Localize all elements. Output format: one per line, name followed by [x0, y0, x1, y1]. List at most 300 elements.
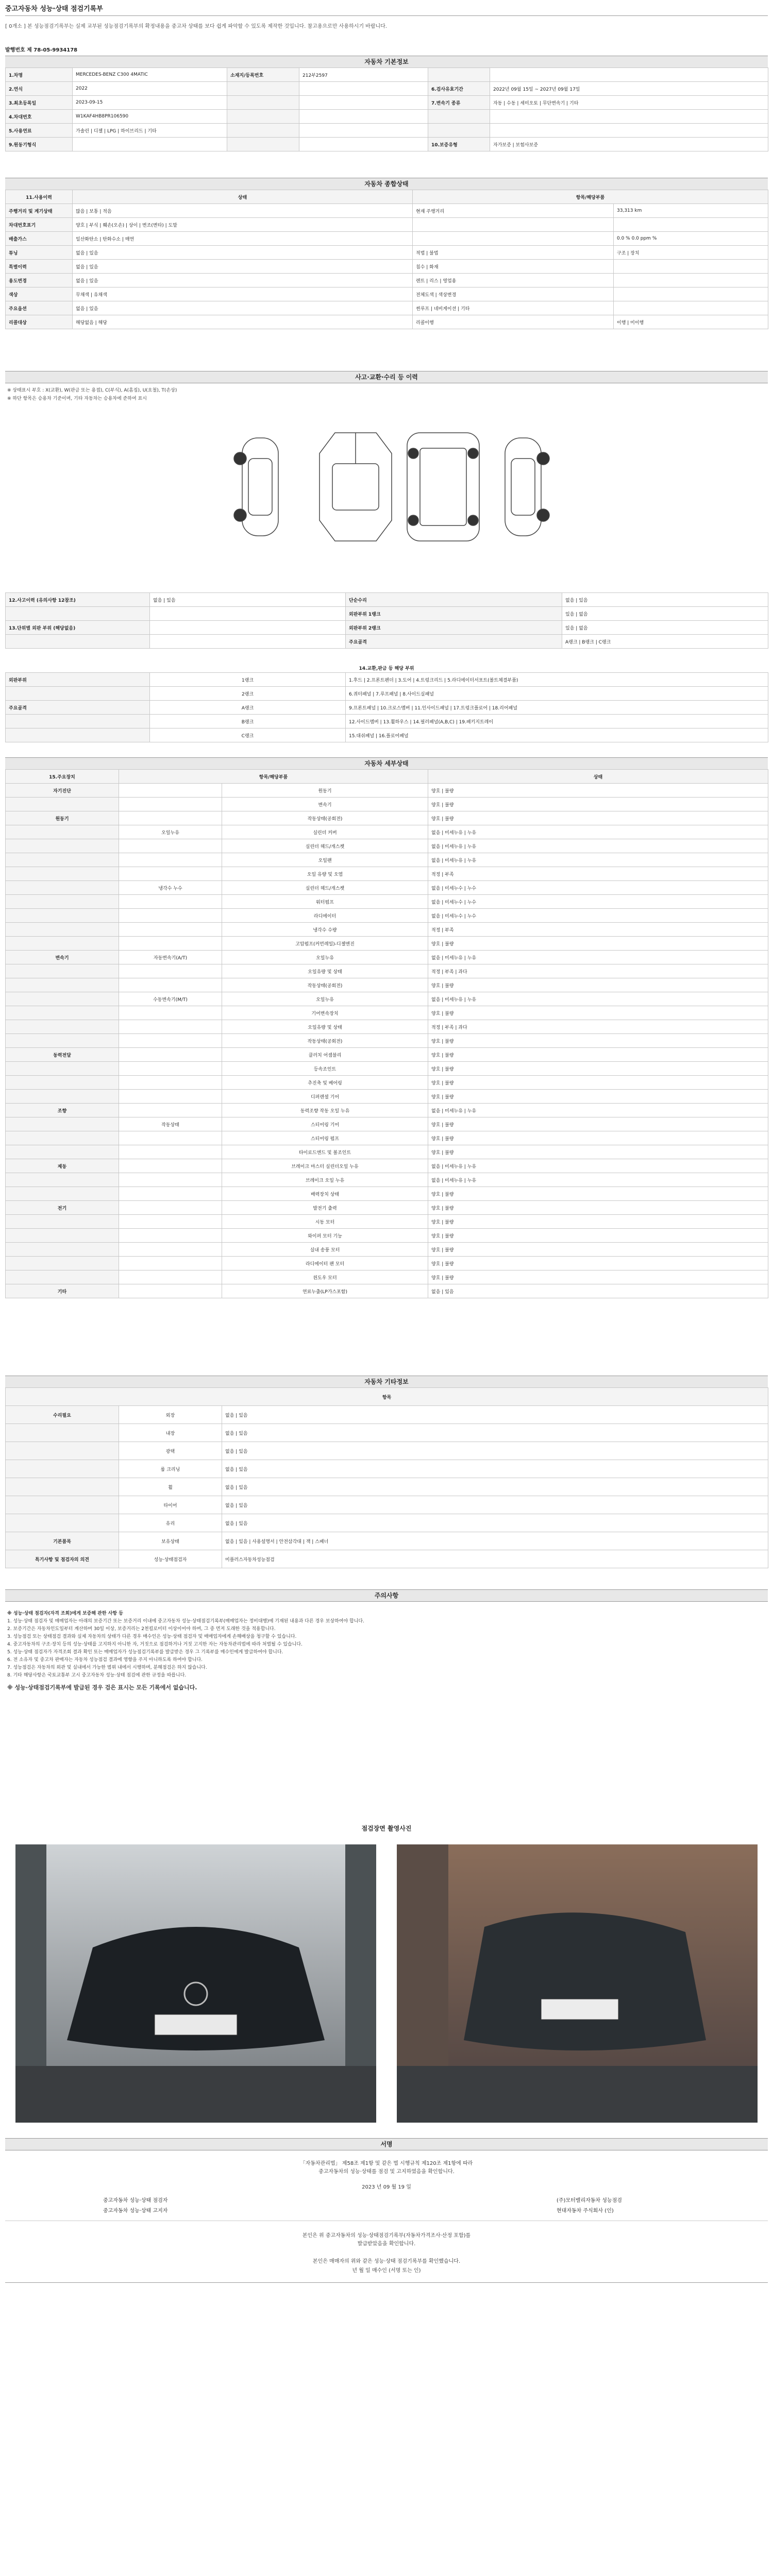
detail-subgroup	[119, 978, 222, 992]
detail-group	[6, 895, 119, 909]
detail-status: 없음 | 미세누유 | 누유	[428, 951, 768, 964]
section-photos-header: 점검장면 촬영사진	[361, 1825, 412, 1832]
detail-row	[6, 1159, 768, 1173]
detail-row	[6, 1034, 768, 1048]
detail-item: 추진축 및 베어링	[222, 1076, 428, 1090]
caution-title: ※ 성능·상태 점검자(자격 조회)에게 보증해 관한 사항 등	[7, 1611, 123, 1616]
detail-group	[6, 825, 119, 839]
accident-legend: ※ 상태표시 부호 : X(교환), W(판금 또는 용접), C(부식), A(흠집), U(요철), T(손상)	[7, 388, 177, 393]
caution-line: 1. 성능·상태 점검자 및 매매업자는 아래의 보증기간 또는 보증거리 이내에 중고자동차 성능·상태점검기록부(매매업자는 정비대행)에 기재된 내용과 다른 경우 보상하여야 합니다.	[7, 1619, 364, 1624]
detail-row	[6, 964, 768, 978]
detail-item: 디퍼렌셜 기어	[222, 1090, 428, 1104]
detail-row	[6, 1215, 768, 1229]
parts-rank: 2랭크	[150, 687, 346, 701]
detail-group: 기타	[6, 1284, 119, 1298]
title-divider	[5, 15, 768, 16]
detail-subgroup	[119, 1145, 222, 1159]
car-underbody-view	[407, 433, 479, 541]
basic-value-2	[299, 82, 428, 96]
parts-list: 15.대쉬패널 | 16.플로어패널	[346, 728, 768, 742]
basic-row	[6, 124, 768, 138]
detail-group	[6, 1020, 119, 1034]
detail-row	[6, 811, 768, 825]
basic-label-2: 소재지/등록번호	[227, 68, 299, 82]
other-item: 외장	[119, 1406, 222, 1424]
detail-row	[6, 1229, 768, 1243]
other-status: 없음 | 있음	[222, 1406, 768, 1424]
detail-item: 냉각수 수량	[222, 923, 428, 937]
detail-group	[6, 1243, 119, 1257]
general-head-cell: 상태	[73, 190, 413, 204]
detail-item: 오일누유	[222, 992, 428, 1006]
detail-row	[6, 1201, 768, 1215]
detail-item: 배력장치 상태	[222, 1187, 428, 1201]
detail-subgroup	[119, 1020, 222, 1034]
detail-item: 원동기	[222, 784, 428, 798]
other-status: 없음 | 있음	[222, 1478, 768, 1496]
detail-subgroup	[119, 937, 222, 951]
caution-line: 7. 성능점검은 자동차의 외관 및 실내에서 가능한 범위 내에서 시행하며, 분해점검은 하지 않습니다.	[7, 1665, 207, 1670]
accident-option	[150, 635, 346, 649]
bottom-divider	[5, 2282, 768, 2283]
other-row	[6, 1442, 768, 1460]
parts-group: 주요골격	[6, 701, 150, 715]
general-extra: 이행 | 미이행	[614, 315, 768, 329]
general-header-row	[6, 190, 768, 204]
detail-item: 작동상태(공회전)	[222, 978, 428, 992]
general-item: 주요옵션	[6, 301, 73, 315]
detail-status: 없음 | 미세누수 | 누수	[428, 881, 768, 895]
other-status: 미플러스자동차성능점검	[222, 1550, 768, 1568]
accident-row	[6, 635, 768, 649]
basic-label-3	[428, 124, 490, 138]
detail-status: 양호 | 불량	[428, 1062, 768, 1076]
detail-subgroup	[119, 1062, 222, 1076]
detail-row	[6, 1020, 768, 1034]
accident-value: 있음 | 없음	[562, 621, 768, 635]
other-status: 없음 | 있음	[222, 1496, 768, 1514]
detail-status: 양호 | 불량	[428, 1201, 768, 1215]
general-detail: 침수 | 화재	[413, 260, 614, 274]
accident-label: 12.사고이력 (유의사항 12참조)	[6, 593, 150, 607]
accident-label	[6, 607, 150, 621]
detail-subgroup: 작동상태	[119, 1117, 222, 1131]
detail-subgroup	[119, 839, 222, 853]
general-item: 차대번호표기	[6, 218, 73, 232]
detail-status: 없음 | 미세누유 | 누유	[428, 825, 768, 839]
detail-row	[6, 1173, 768, 1187]
general-detail: 썬루프 | 네비게이션 | 기타	[413, 301, 614, 315]
detail-subgroup	[119, 1173, 222, 1187]
general-extra: 33,313 km	[614, 204, 768, 218]
basic-info-table	[5, 67, 768, 151]
detail-item: 연료누출(LP가스포함)	[222, 1284, 428, 1298]
detail-row	[6, 978, 768, 992]
detail-group	[6, 1173, 119, 1187]
detail-group: 제동	[6, 1159, 119, 1173]
parts-row	[6, 687, 768, 701]
signature-date: 2023 년 09 월 19 일	[362, 2184, 411, 2190]
other-row	[6, 1424, 768, 1442]
document-number	[5, 45, 77, 53]
detail-group	[6, 1229, 119, 1243]
detail-group	[6, 1145, 119, 1159]
detail-item: 브레이크 마스터 실린더오일 누유	[222, 1159, 428, 1173]
detail-group	[6, 881, 119, 895]
basic-row	[6, 138, 768, 151]
detail-row	[6, 937, 768, 951]
detail-item: 오일 유량 및 오염	[222, 867, 428, 881]
general-head-cell: 11.사용이력	[6, 190, 73, 204]
parts-group	[6, 728, 150, 742]
detail-item: 등속조인트	[222, 1062, 428, 1076]
detail-status: 적정 | 부족 | 과다	[428, 964, 768, 978]
detail-status: 양호 | 불량	[428, 1131, 768, 1145]
detail-item: 동력조향 작동 오일 누유	[222, 1104, 428, 1117]
detail-item: 클러치 어셈블리	[222, 1048, 428, 1062]
detail-status: 적정 | 부족	[428, 923, 768, 937]
detail-subgroup: 냉각수 누수	[119, 881, 222, 895]
basic-label-3: 10.보증유형	[428, 138, 490, 151]
other-group	[6, 1460, 119, 1478]
section-basic-header: 자동차 기본정보	[5, 56, 768, 68]
caution-line: 6. 전 소유자 및 중고차 판매자는 자동차 성능점검 결과에 영향을 주지 아니하도록 하여야 합니다.	[7, 1657, 203, 1663]
parts-rank: 1랭크	[150, 673, 346, 687]
detail-status: 양호 | 불량	[428, 1187, 768, 1201]
detail-item: 작동상태(공회전)	[222, 811, 428, 825]
detail-subgroup	[119, 909, 222, 923]
detail-item: 발전기 출력	[222, 1201, 428, 1215]
detail-subgroup	[119, 867, 222, 881]
detail-row	[6, 1270, 768, 1284]
accident-legend-note: ※ 하단 항목은 승용차 기준이며, 기타 자동차는 승용차에 준하여 표시	[7, 396, 147, 401]
detail-status: 양호 | 불량	[428, 1034, 768, 1048]
other-group: 기본품목	[6, 1532, 119, 1550]
detail-subgroup	[119, 1187, 222, 1201]
other-group: 수리필요	[6, 1406, 119, 1424]
detail-subgroup	[119, 1201, 222, 1215]
detail-status: 적정 | 부족	[428, 867, 768, 881]
basic-value-2: 212부2597	[299, 68, 428, 82]
car-top-view	[320, 433, 392, 541]
detail-group: 변속기	[6, 951, 119, 964]
inspection-photo-rear	[397, 1844, 758, 2123]
detail-subgroup	[119, 1270, 222, 1284]
detail-status: 양호 | 불량	[428, 1117, 768, 1131]
detail-item: 워터펌프	[222, 895, 428, 909]
detail-status: 없음 | 미세누유 | 누유	[428, 853, 768, 867]
general-row	[6, 232, 768, 246]
basic-label-3: 6.검사유효기간	[428, 82, 490, 96]
other-item: 보유상태	[119, 1532, 222, 1550]
detail-group	[6, 1117, 119, 1131]
detail-subgroup	[119, 1131, 222, 1145]
detail-subgroup	[119, 1076, 222, 1090]
detail-group	[6, 839, 119, 853]
parts-group	[6, 715, 150, 728]
basic-label: 9.원동기형식	[6, 138, 73, 151]
detail-subgroup: 오일누유	[119, 825, 222, 839]
other-group	[6, 1424, 119, 1442]
basic-label-2	[227, 82, 299, 96]
other-status: 없음 | 있음 | 사용설명서 | 안전삼각대 | 잭 | 스패너	[222, 1532, 768, 1550]
caution-line: 4. 중고자동차의 구조·장치 등의 성능·상태를 고지하지 아니한 자, 거짓으로 점검하거나 거짓 고지한 자는 자동차관리법에 따라 처벌될 수 있습니다.	[7, 1642, 303, 1647]
receipt-line-3: 본인은 매매자의 위와 같은 성능·상태 점검기록부를 확인했습니다.	[312, 2259, 461, 2264]
detail-row	[6, 1145, 768, 1159]
detail-subgroup	[119, 811, 222, 825]
detail-head-cell: 15.주요장치	[6, 770, 119, 784]
general-options: 없음 | 있음	[73, 274, 413, 287]
general-detail	[413, 218, 614, 232]
basic-value: 가솔린 | 디젤 | LPG | 하이브리드 | 기타	[73, 124, 227, 138]
parts-rank: B랭크	[150, 715, 346, 728]
accident-history-table	[5, 592, 768, 649]
general-item: 용도변경	[6, 274, 73, 287]
general-row	[6, 260, 768, 274]
accident-item: 주요골격	[346, 635, 562, 649]
parts-row	[6, 701, 768, 715]
basic-value	[73, 138, 227, 151]
detail-row	[6, 867, 768, 881]
other-status: 없음 | 있음	[222, 1424, 768, 1442]
detail-row	[6, 1006, 768, 1020]
general-options: 양호 | 부식 | 훼손(오손) | 상이 | 변조(변타) | 도말	[73, 218, 413, 232]
caution-line: 5. 성능·상태 점검자가 자격조회 결과 확인 또는 매매업자가 성능점검기록부를 발급받은 경우 그 기록부를 매수인에게 발급하여야 합니다.	[7, 1650, 283, 1655]
other-item: 성능·상태점검자	[119, 1550, 222, 1568]
accident-item: 외판부위 1랭크	[346, 607, 562, 621]
detail-row	[6, 853, 768, 867]
detail-status: 없음 | 있음	[428, 1284, 768, 1298]
detail-item: 시동 모터	[222, 1215, 428, 1229]
basic-row	[6, 68, 768, 82]
signature-line-2: 중고자동차의 성능·상태를 점검 및 고지하였음을 확인합니다.	[318, 2169, 455, 2175]
detail-group	[6, 1062, 119, 1076]
detail-row	[6, 1090, 768, 1104]
detail-group	[6, 978, 119, 992]
detail-status: 없음 | 미세누유 | 누유	[428, 1173, 768, 1187]
accident-row	[6, 621, 768, 635]
general-row	[6, 287, 768, 301]
detail-subgroup	[119, 1159, 222, 1173]
detail-group	[6, 853, 119, 867]
detail-row	[6, 1104, 768, 1117]
detail-item: 스티어링 기어	[222, 1117, 428, 1131]
general-item: 특별이력	[6, 260, 73, 274]
other-head-cell: 항목	[6, 1388, 768, 1406]
parts-group: 외판부위	[6, 673, 150, 687]
basic-label-3	[428, 110, 490, 124]
detail-item: 오일팬	[222, 853, 428, 867]
detail-group	[6, 1215, 119, 1229]
general-detail: 적법 | 불법	[413, 246, 614, 260]
detail-row	[6, 1117, 768, 1131]
detail-status: 없음 | 미세누유 | 누유	[428, 1104, 768, 1117]
detail-row	[6, 839, 768, 853]
general-row	[6, 218, 768, 232]
parts-list: 12.사이드멤버 | 13.휠하우스 | 14.필러패널(A,B,C) | 19.패키지트레이	[346, 715, 768, 728]
basic-row	[6, 96, 768, 110]
basic-value-2	[299, 96, 428, 110]
other-item: 타이어	[119, 1496, 222, 1514]
detail-subgroup	[119, 1229, 222, 1243]
basic-row	[6, 110, 768, 124]
other-status: 없음 | 있음	[222, 1460, 768, 1478]
detail-status: 양호 | 불량	[428, 1270, 768, 1284]
basic-label-3: 7.변속기 종류	[428, 96, 490, 110]
car-right-side-view	[505, 438, 549, 536]
detail-subgroup: 수동변속기(M/T)	[119, 992, 222, 1006]
detail-row	[6, 1187, 768, 1201]
detail-row	[6, 1131, 768, 1145]
general-detail: 현재 주행거리	[413, 204, 614, 218]
detail-status: 없음 | 미세누유 | 누유	[428, 1159, 768, 1173]
basic-label-3	[428, 68, 490, 82]
general-detail	[413, 232, 614, 246]
basic-label-2	[227, 110, 299, 124]
detail-status: 양호 | 불량	[428, 1145, 768, 1159]
document-title: 중고자동차 성능·상태 점검기록부	[5, 5, 103, 13]
basic-value: W1KAF4HB8PR106590	[73, 110, 227, 124]
detail-group: 원동기	[6, 811, 119, 825]
general-options: 일산화탄소 | 탄화수소 | 매연	[73, 232, 413, 246]
general-extra	[614, 287, 768, 301]
general-row	[6, 246, 768, 260]
other-group	[6, 1478, 119, 1496]
detail-status: 양호 | 불량	[428, 1076, 768, 1090]
basic-label-2	[227, 96, 299, 110]
detail-group: 조향	[6, 1104, 119, 1117]
car-damage-diagram	[0, 407, 773, 577]
detail-subgroup	[119, 784, 222, 798]
detail-item: 라디에이터	[222, 909, 428, 923]
other-status: 없음 | 있음	[222, 1514, 768, 1532]
detail-group: 자기진단	[6, 784, 119, 798]
general-extra	[614, 301, 768, 315]
detail-item: 브레이크 오일 누유	[222, 1173, 428, 1187]
caution-line: 3. 성능점검 또는 상태점검 결과와 실제 자동차의 상태가 다른 경우 매수인은 성능·상태 점검자 및 매매업자에게 손해배상을 청구할 수 있습니다.	[7, 1634, 297, 1639]
receipt-line-4: 년 월 일 매수인 (서명 또는 인)	[352, 2268, 421, 2274]
detail-group	[6, 1090, 119, 1104]
detail-status: 양호 | 불량	[428, 798, 768, 811]
detail-subgroup	[119, 1048, 222, 1062]
basic-label: 5.사용연료	[6, 124, 73, 138]
other-row	[6, 1496, 768, 1514]
detail-group	[6, 1076, 119, 1090]
general-item: 리콜대상	[6, 315, 73, 329]
detail-item: 오일유량 및 상태	[222, 964, 428, 978]
parts-list: 9.프론트패널 | 10.크로스멤버 | 11.인사이드패널 | 17.트렁크플로어 | 18.리어패널	[346, 701, 768, 715]
general-extra	[614, 218, 768, 232]
parts-header: 14.교환,판금 등 해당 부위	[359, 666, 414, 671]
basic-value-3	[490, 110, 768, 124]
detail-status: 양호 | 불량	[428, 784, 768, 798]
detail-group	[6, 964, 119, 978]
detail-row	[6, 1048, 768, 1062]
detail-item: 타이로드엔드 및 볼조인트	[222, 1145, 428, 1159]
document-number-label: 발행번호 제	[5, 47, 32, 53]
detail-status: 양호 | 불량	[428, 811, 768, 825]
other-row	[6, 1532, 768, 1550]
notifier-value: 현대자동차 주식회사 (인)	[557, 2208, 614, 2214]
replaced-parts-table	[5, 672, 768, 742]
accident-item: 단순수리	[346, 593, 562, 607]
detail-status: 없음 | 미세누수 | 누수	[428, 895, 768, 909]
detail-subgroup	[119, 1006, 222, 1020]
parts-list: 6.쿼터패널 | 7.루프패널 | 8.사이드실패널	[346, 687, 768, 701]
other-item: 룸 크리닝	[119, 1460, 222, 1478]
detail-group	[6, 1187, 119, 1201]
detail-status: 없음 | 미세누수 | 누수	[428, 909, 768, 923]
detail-subgroup	[119, 923, 222, 937]
detail-item: 와이퍼 모터 기능	[222, 1229, 428, 1243]
detail-item: 실린더 헤드/개스켓	[222, 839, 428, 853]
detail-group	[6, 1131, 119, 1145]
general-row	[6, 204, 768, 218]
other-item: 내장	[119, 1424, 222, 1442]
general-row	[6, 301, 768, 315]
detail-row	[6, 909, 768, 923]
basic-value: MERCEDES-BENZ C300 4MATIC	[73, 68, 227, 82]
detail-subgroup	[119, 1257, 222, 1270]
caution-line: 2. 보증기간은 자동차인도일부터 계산하며 30일 이상, 보증거리는 2천킬로미터 이상이어야 하며, 그 중 먼저 도래한 것을 적용합니다.	[7, 1626, 276, 1632]
detail-item: 고압펌프(커먼레일)-디젤엔진	[222, 937, 428, 951]
detail-status: 적정 | 부족 | 과다	[428, 1020, 768, 1034]
other-row	[6, 1514, 768, 1532]
inspector-value: (주)모터밸리자동차 성능점검	[557, 2198, 622, 2204]
parts-row	[6, 728, 768, 742]
general-extra	[614, 260, 768, 274]
parts-rank: C랭크	[150, 728, 346, 742]
general-options: 무채색 | 유채색	[73, 287, 413, 301]
basic-label: 1.차명	[6, 68, 73, 82]
detail-row	[6, 1284, 768, 1298]
general-options: 없음 | 있음	[73, 260, 413, 274]
other-info-table	[5, 1387, 768, 1568]
inspection-photo-front	[15, 1844, 376, 2123]
other-group	[6, 1514, 119, 1532]
accident-label: 13.단위별 외판 부위 (해당없음)	[6, 621, 150, 635]
detail-row	[6, 825, 768, 839]
caution-line: 8. 기타 해당사항은 국토교통부 고시 중고자동차 성능·상태 점검에 관한 규정을 따릅니다.	[7, 1673, 187, 1678]
general-extra: 0.0 % 0.0 ppm %	[614, 232, 768, 246]
detail-header-row	[6, 770, 768, 784]
detail-row	[6, 923, 768, 937]
basic-label: 4.차대번호	[6, 110, 73, 124]
detail-subgroup	[119, 853, 222, 867]
detail-subgroup	[119, 1215, 222, 1229]
other-status: 없음 | 있음	[222, 1442, 768, 1460]
detail-group	[6, 867, 119, 881]
detail-row	[6, 1076, 768, 1090]
detail-item: 변속기	[222, 798, 428, 811]
accident-option	[150, 607, 346, 621]
detail-subgroup: 자동변속기(A/T)	[119, 951, 222, 964]
basic-label: 2.연식	[6, 82, 73, 96]
section-accident-header: 사고·교환·수리 등 이력	[5, 371, 768, 383]
detail-row	[6, 1257, 768, 1270]
other-row	[6, 1550, 768, 1568]
detail-item: 윈도우 모터	[222, 1270, 428, 1284]
other-item: 유리	[119, 1514, 222, 1532]
general-item: 튜닝	[6, 246, 73, 260]
basic-value-3: 2022년 09월 15일 ~ 2027년 09월 17일	[490, 82, 768, 96]
detail-row	[6, 895, 768, 909]
detail-row	[6, 881, 768, 895]
general-head-cell: 항목/해당부품	[413, 190, 768, 204]
basic-value-3: 자동 | 수동 | 세미오토 | 무단변속기 | 기타	[490, 96, 768, 110]
parts-list: 1.후드 | 2.프론트펜더 | 3.도어 | 4.트렁크리드 | 5.라디에이터서포트(볼트체결부품)	[346, 673, 768, 687]
basic-value-2	[299, 110, 428, 124]
